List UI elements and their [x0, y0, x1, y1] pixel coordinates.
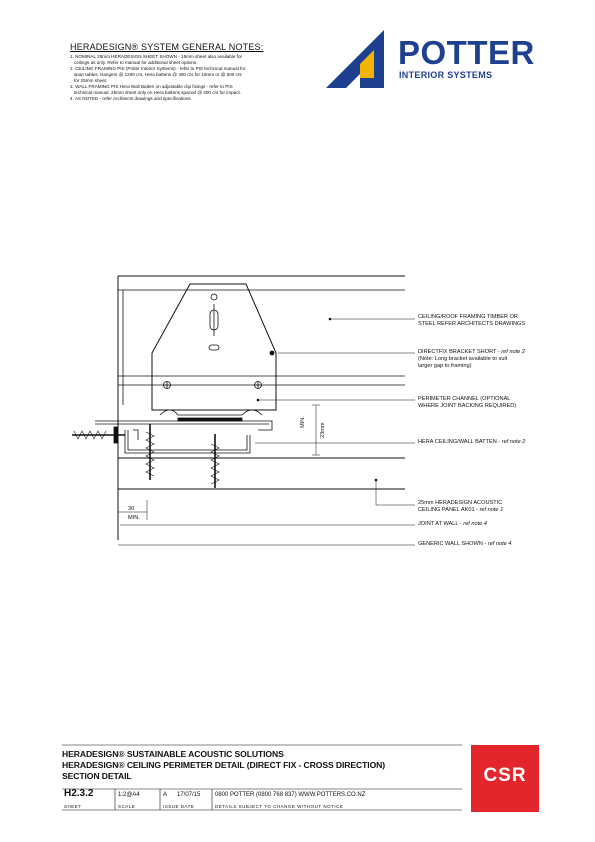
scale-value: 1:2@A4 [118, 792, 140, 798]
note-line: ceilings as only. Refer to manual for additional sheet options. [74, 60, 198, 65]
dim-vertical-value: 23mm [320, 422, 326, 438]
callout-text: CEILING/ROOF FRAMING TIMBER OR [418, 314, 518, 320]
logo-wordmark: POTTER [398, 34, 535, 71]
callout-ref: ref note 2 [501, 439, 526, 445]
note-line: 1. NOMINAL 25mm HERADESIGN SHEET SHOWN - 15mm sheet also available for [70, 54, 243, 59]
callout-text: STEEL REFER ARCHITECTS DRAWINGS [418, 321, 526, 327]
dim-min-vertical: MIN. [300, 416, 306, 428]
note-line: 2. CEILING FRAMING PIS (Potter Interior Systems) - refer to PIS technical manual for [70, 66, 246, 71]
callout-text: PERIMETER CHANNEL (OPTIONAL [418, 396, 511, 402]
note-line: 4. AS NOTED - refer Architects drawings and specifications. [70, 96, 192, 101]
issue-value: A [163, 792, 168, 798]
note-line: span tables. Hangers @ 1200 crs, Hera battens @ 400 crs for 15mm or @ 600 crs [74, 72, 242, 77]
title-line-3: SECTION DETAIL [62, 771, 132, 781]
contact-text: 0800 POTTER (0800 768 837) WWW.POTTERS.CO.NZ [215, 792, 366, 798]
callout-ref: ref note 2 [501, 349, 525, 355]
title-block [62, 749, 457, 782]
label-issue: ISSUE DATE [163, 804, 195, 809]
date-value: 17/07/15 [177, 792, 201, 798]
label-notice: DETAILS SUBJECT TO CHANGE WITHOUT NOTICE [215, 804, 344, 809]
title-line-1: HERADESIGN® SUSTAINABLE ACOUSTIC SOLUTIONS [62, 749, 284, 759]
dim-horizontal-value: 30 [128, 506, 135, 512]
callout-text: GENERIC WALL SHOWN - [418, 541, 488, 547]
note-line: 3. WALL FRAMING PIS Hera Wall Batten on adjustable clip fixings - refer to PIS [70, 84, 233, 89]
callout-text: JOINT AT WALL - [418, 521, 464, 527]
callout-text: 25mm HERADESIGN ACOUSTIC [418, 500, 503, 506]
note-line: for 25mm sheet. [74, 78, 108, 83]
callout-text: WHERE JOINT BACKING REQUIRED) [418, 403, 517, 409]
dim-min-horizontal: MIN. [128, 515, 140, 521]
label-sheet: SHEET [64, 804, 82, 809]
logo-subtitle: INTERIOR SYSTEMS [399, 70, 493, 80]
notes-title: HERADESIGN® SYSTEM GENERAL NOTES: [70, 42, 264, 52]
callout-text: HERA CEILING/WALL BATTEN - [418, 439, 502, 445]
csr-logo [471, 745, 539, 812]
note-line: technical manual. 25mm sheet only on Hera battens spaced @ 400 crs for impact. [74, 90, 242, 95]
callout-ref: ref note 1 [479, 507, 504, 513]
callout-ref: ref note 4 [487, 541, 512, 547]
callout-ref: ref note 4 [463, 521, 487, 527]
callout-text: CEILING PANEL AK01 - [418, 507, 480, 513]
title-line-2: HERADESIGN® CEILING PERIMETER DETAIL (DIRECT FIX - CROSS DIRECTION) [62, 760, 386, 770]
label-scale: SCALE [118, 804, 136, 809]
csr-wordmark: CSR [483, 765, 527, 786]
callout-text: larger gap to framing) [418, 363, 472, 369]
callout-text: (Note: Long bracket available to suit [418, 356, 508, 362]
callout-text: DIRECTFIX BRACKET SHORT - [418, 349, 502, 355]
sheet-number: H2.3.2 [64, 788, 94, 799]
